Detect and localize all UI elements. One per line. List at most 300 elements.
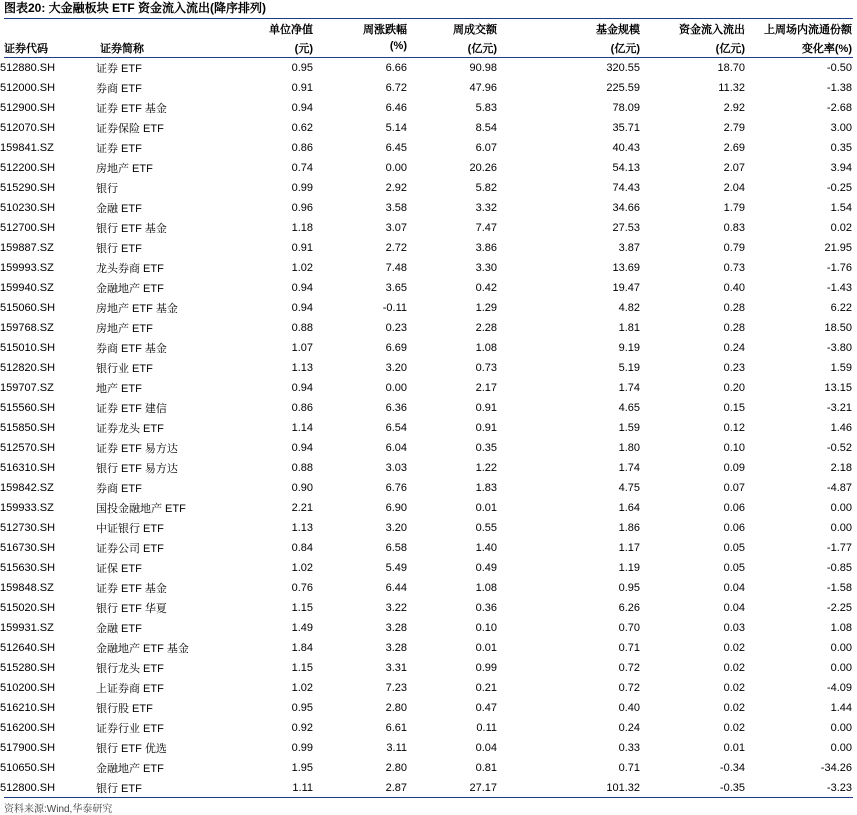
cell-nav: 1.11 — [292, 782, 313, 794]
cell-nav: 0.95 — [291, 702, 313, 714]
cell-turnover: 0.91 — [475, 402, 497, 414]
cell-float-change: 21.95 — [824, 242, 852, 254]
cell-nav: 1.13 — [291, 362, 313, 374]
cell-nav: 0.96 — [291, 202, 313, 214]
cell-code: 512640.SH — [0, 642, 56, 654]
cell-weekly-change: 6.36 — [385, 402, 407, 414]
cell-fund-scale: 0.33 — [618, 742, 640, 754]
header-row-1 — [0, 21, 857, 35]
cell-name: 金融地产 ETF — [96, 283, 164, 295]
cell-name: 房地产 ETF — [96, 163, 153, 175]
table-row — [0, 118, 857, 138]
cell-name: 证券 ETF 易方达 — [96, 443, 178, 455]
row-padding — [852, 78, 857, 98]
table-row — [0, 258, 857, 278]
cell-weekly-change: 7.48 — [385, 262, 407, 274]
cell-turnover: 3.86 — [475, 242, 497, 254]
cell-float-change: 13.15 — [824, 382, 852, 394]
table-row — [0, 478, 857, 498]
cell-name: 银行股 ETF — [96, 703, 153, 715]
row-padding — [852, 138, 857, 158]
cell-name: 证券保险 ETF — [96, 123, 164, 135]
cell-nav: 0.91 — [291, 82, 313, 94]
cell-fund-scale: 5.19 — [618, 362, 640, 374]
cell-fund-scale: 13.69 — [612, 262, 640, 274]
cell-fund-flow: 0.79 — [723, 242, 745, 254]
cell-weekly-change: 3.28 — [385, 642, 407, 654]
cell-name: 银行 ETF 基金 — [96, 223, 167, 235]
cell-float-change: 1.08 — [830, 622, 852, 634]
header-weekly-change-line1: 周涨跌幅 — [363, 24, 407, 36]
row-padding — [852, 178, 857, 198]
row-padding — [852, 478, 857, 498]
table-row — [0, 678, 857, 698]
cell-nav: 0.76 — [291, 582, 313, 594]
cell-fund-scale: 1.19 — [618, 562, 640, 574]
cell-code: 512700.SH — [0, 222, 56, 234]
row-padding — [852, 318, 857, 338]
cell-float-change: 0.00 — [830, 502, 852, 514]
cell-fund-scale: 4.75 — [618, 482, 640, 494]
cell-fund-scale: 1.59 — [618, 422, 640, 434]
row-padding — [852, 538, 857, 558]
cell-weekly-change: 6.44 — [385, 582, 407, 594]
cell-code: 515290.SH — [0, 182, 56, 194]
cell-float-change: -3.21 — [826, 402, 852, 414]
cell-float-change: -1.43 — [826, 282, 852, 294]
table-row — [0, 178, 857, 198]
cell-code: 510230.SH — [0, 202, 56, 214]
cell-code: 515850.SH — [0, 422, 56, 434]
cell-weekly-change: 6.90 — [385, 502, 407, 514]
cell-nav: 1.14 — [291, 422, 313, 434]
cell-float-change: -1.38 — [826, 82, 852, 94]
cell-code: 512200.SH — [0, 162, 56, 174]
cell-float-change: -1.76 — [826, 262, 852, 274]
cell-fund-scale: 34.66 — [612, 202, 640, 214]
cell-weekly-change: 6.45 — [385, 142, 407, 154]
cell-turnover: 1.08 — [475, 582, 497, 594]
cell-float-change: -4.87 — [826, 482, 852, 494]
cell-name: 证券行业 ETF — [96, 723, 164, 735]
cell-name: 券商 ETF — [96, 483, 142, 495]
cell-float-change: -0.50 — [826, 62, 852, 74]
row-padding — [852, 258, 857, 278]
table-row — [0, 338, 857, 358]
cell-float-change: 1.54 — [830, 202, 852, 214]
cell-nav: 0.84 — [291, 542, 313, 554]
cell-turnover: 47.96 — [469, 82, 497, 94]
cell-nav: 0.94 — [291, 302, 313, 314]
cell-fund-scale: 1.74 — [618, 382, 640, 394]
cell-code: 512570.SH — [0, 442, 56, 454]
cell-fund-flow: 0.23 — [723, 362, 745, 374]
cell-weekly-change: 2.72 — [385, 242, 407, 254]
cell-code: 515010.SH — [0, 342, 56, 354]
cell-code: 515060.SH — [0, 302, 56, 314]
table-row — [0, 558, 857, 578]
table-row — [0, 498, 857, 518]
cell-weekly-change: 2.80 — [385, 762, 407, 774]
cell-fund-scale: 54.13 — [612, 162, 640, 174]
cell-fund-scale: 320.55 — [606, 62, 640, 74]
cell-code: 516310.SH — [0, 462, 56, 474]
cell-weekly-change: 3.58 — [385, 202, 407, 214]
cell-code: 159841.SZ — [0, 142, 54, 154]
table-row — [0, 538, 857, 558]
row-padding — [852, 598, 857, 618]
cell-turnover: 20.26 — [469, 162, 497, 174]
table-row — [0, 638, 857, 658]
cell-float-change: 0.02 — [830, 222, 852, 234]
table-row — [0, 578, 857, 598]
header-scale-line1: 基金规模 — [596, 24, 640, 36]
header-weekly-change-line2: (%) — [389, 40, 407, 52]
cell-nav: 1.15 — [291, 662, 313, 674]
cell-name: 证券 ETF — [96, 63, 142, 75]
cell-nav: 1.13 — [291, 522, 313, 534]
cell-turnover: 3.30 — [475, 262, 497, 274]
row-padding — [852, 698, 857, 718]
cell-name: 国投金融地产 ETF — [96, 503, 186, 515]
cell-float-change: 2.18 — [830, 462, 852, 474]
table-row — [0, 98, 857, 118]
cell-turnover: 1.83 — [475, 482, 497, 494]
cell-turnover: 0.21 — [475, 682, 497, 694]
cell-code: 159842.SZ — [0, 482, 54, 494]
cell-weekly-change: 3.65 — [385, 282, 407, 294]
cell-float-change: 3.94 — [830, 162, 852, 174]
cell-weekly-change: 3.07 — [385, 222, 407, 234]
cell-code: 515630.SH — [0, 562, 56, 574]
cell-name: 房地产 ETF 基金 — [96, 303, 178, 315]
cell-fund-flow: 0.02 — [723, 702, 745, 714]
cell-turnover: 0.42 — [475, 282, 497, 294]
row-padding — [852, 158, 857, 178]
cell-fund-scale: 101.32 — [606, 782, 640, 794]
cell-float-change: -1.58 — [826, 582, 852, 594]
cell-code: 159707.SZ — [0, 382, 54, 394]
cell-nav: 0.86 — [291, 142, 313, 154]
cell-name: 券商 ETF 基金 — [96, 343, 167, 355]
row-padding — [852, 618, 857, 638]
table-row — [0, 278, 857, 298]
cell-code: 512900.SH — [0, 102, 56, 114]
cell-weekly-change: 6.66 — [385, 62, 407, 74]
row-padding — [852, 518, 857, 538]
cell-name: 银行 — [96, 183, 118, 195]
cell-float-change: 0.00 — [830, 642, 852, 654]
cell-fund-flow: 0.04 — [723, 582, 745, 594]
cell-turnover: 90.98 — [469, 62, 497, 74]
cell-fund-flow: 0.28 — [723, 322, 745, 334]
cell-fund-flow: 0.03 — [723, 622, 745, 634]
table-row — [0, 658, 857, 678]
cell-float-change: 0.35 — [830, 142, 852, 154]
cell-code: 512880.SH — [0, 62, 56, 74]
cell-name: 证券 ETF 建信 — [96, 403, 167, 415]
cell-weekly-change: 6.69 — [385, 342, 407, 354]
cell-code: 159931.SZ — [0, 622, 54, 634]
cell-float-change: 1.46 — [830, 422, 852, 434]
cell-fund-flow: 0.24 — [723, 342, 745, 354]
cell-weekly-change: 3.31 — [385, 662, 407, 674]
cell-fund-scale: 1.17 — [618, 542, 640, 554]
row-padding — [852, 678, 857, 698]
cell-fund-flow: 2.92 — [723, 102, 745, 114]
row-padding — [852, 458, 857, 478]
source-note: 资料来源:Wind,华泰研究 — [4, 804, 113, 815]
cell-fund-flow: 0.05 — [723, 562, 745, 574]
cell-fund-flow: -0.34 — [719, 762, 745, 774]
cell-turnover: 5.82 — [475, 182, 497, 194]
cell-turnover: 1.29 — [475, 302, 497, 314]
table-row — [0, 138, 857, 158]
cell-weekly-change: 6.46 — [385, 102, 407, 114]
cell-fund-flow: 0.06 — [723, 522, 745, 534]
cell-code: 516730.SH — [0, 542, 56, 554]
cell-fund-flow: 0.09 — [723, 462, 745, 474]
cell-code: 517900.SH — [0, 742, 56, 754]
cell-turnover: 7.47 — [475, 222, 497, 234]
row-padding — [852, 778, 857, 798]
cell-nav: 1.84 — [291, 642, 313, 654]
cell-fund-flow: 0.02 — [723, 722, 745, 734]
cell-fund-flow: 0.02 — [723, 682, 745, 694]
cell-fund-flow: 1.79 — [723, 202, 745, 214]
cell-name: 金融地产 ETF — [96, 763, 164, 775]
table-row — [0, 298, 857, 318]
cell-code: 512800.SH — [0, 782, 56, 794]
cell-name: 银行 ETF — [96, 783, 142, 795]
cell-fund-flow: 0.28 — [723, 302, 745, 314]
cell-weekly-change: 3.03 — [385, 462, 407, 474]
cell-weekly-change: 5.14 — [385, 122, 407, 134]
cell-fund-flow: 0.73 — [723, 262, 745, 274]
cell-fund-scale: 1.74 — [618, 462, 640, 474]
cell-float-change: 3.00 — [830, 122, 852, 134]
cell-float-change: -2.68 — [826, 102, 852, 114]
cell-float-change: 0.00 — [830, 662, 852, 674]
cell-weekly-change: 2.80 — [385, 702, 407, 714]
row-padding — [852, 638, 857, 658]
cell-turnover: 5.83 — [475, 102, 497, 114]
row-padding — [852, 58, 857, 78]
cell-nav: 0.99 — [291, 742, 313, 754]
cell-name: 中证银行 ETF — [96, 523, 164, 535]
cell-fund-flow: 0.10 — [723, 442, 745, 454]
cell-nav: 0.91 — [291, 242, 313, 254]
cell-fund-scale: 0.71 — [618, 642, 640, 654]
cell-code: 512820.SH — [0, 362, 56, 374]
cell-weekly-change: 3.11 — [386, 742, 407, 754]
cell-nav: 0.92 — [291, 722, 313, 734]
table-row — [0, 738, 857, 758]
cell-name: 金融 ETF — [96, 203, 142, 215]
header-turnover-line2: (亿元) — [467, 43, 497, 55]
cell-fund-flow: 0.07 — [723, 482, 745, 494]
cell-code: 159887.SZ — [0, 242, 54, 254]
cell-turnover: 0.01 — [475, 642, 497, 654]
row-padding — [852, 98, 857, 118]
cell-float-change: 0.00 — [830, 722, 852, 734]
etf-flow-table — [0, 58, 857, 798]
cell-code: 159848.SZ — [0, 582, 54, 594]
cell-weekly-change: 2.87 — [385, 782, 407, 794]
table-row — [0, 78, 857, 98]
cell-weekly-change: -0.11 — [382, 302, 407, 314]
cell-name: 金融地产 ETF 基金 — [96, 643, 189, 655]
cell-fund-scale: 1.81 — [618, 322, 640, 334]
table-row — [0, 458, 857, 478]
table-row — [0, 398, 857, 418]
row-padding — [852, 558, 857, 578]
header-row-2 — [0, 40, 857, 54]
table-row — [0, 198, 857, 218]
cell-code: 512730.SH — [0, 522, 56, 534]
row-padding — [852, 118, 857, 138]
cell-weekly-change: 3.20 — [385, 362, 407, 374]
row-padding — [852, 658, 857, 678]
cell-name: 证券 ETF — [96, 143, 142, 155]
cell-code: 512070.SH — [0, 122, 56, 134]
cell-fund-scale: 9.19 — [618, 342, 640, 354]
cell-name: 银行龙头 ETF — [96, 663, 164, 675]
cell-nav: 0.86 — [291, 402, 313, 414]
cell-name: 银行 ETF 优选 — [96, 743, 167, 755]
row-padding — [852, 338, 857, 358]
cell-name: 证券 ETF 基金 — [96, 583, 167, 595]
row-padding — [852, 298, 857, 318]
table-row — [0, 438, 857, 458]
cell-weekly-change: 0.00 — [385, 382, 407, 394]
cell-name: 银行业 ETF — [96, 363, 153, 375]
cell-float-change: -2.25 — [826, 602, 852, 614]
cell-nav: 1.02 — [291, 682, 313, 694]
cell-name: 房地产 ETF — [96, 323, 153, 335]
cell-name: 银行 ETF — [96, 243, 142, 255]
table-row — [0, 58, 857, 78]
cell-nav: 1.07 — [291, 342, 313, 354]
cell-fund-scale: 1.86 — [618, 522, 640, 534]
cell-name: 地产 ETF — [96, 383, 142, 395]
cell-weekly-change: 6.04 — [385, 442, 407, 454]
cell-turnover: 2.17 — [475, 382, 497, 394]
cell-name: 上证券商 ETF — [96, 683, 164, 695]
cell-name: 证券 ETF 基金 — [96, 103, 167, 115]
cell-turnover: 0.81 — [475, 762, 497, 774]
cell-name: 证券龙头 ETF — [96, 423, 164, 435]
cell-fund-flow: 2.04 — [723, 182, 745, 194]
table-row — [0, 158, 857, 178]
cell-weekly-change: 2.92 — [385, 182, 407, 194]
cell-code: 159768.SZ — [0, 322, 54, 334]
cell-weekly-change: 6.54 — [385, 422, 407, 434]
cell-code: 159933.SZ — [0, 502, 54, 514]
cell-weekly-change: 3.28 — [385, 622, 407, 634]
cell-turnover: 27.17 — [469, 782, 497, 794]
table-row — [0, 618, 857, 638]
cell-turnover: 0.10 — [475, 622, 497, 634]
header-code: 证券代码 — [4, 43, 48, 55]
cell-fund-scale: 19.47 — [612, 282, 640, 294]
table-row — [0, 778, 857, 798]
cell-turnover: 0.11 — [476, 722, 497, 734]
cell-float-change: -0.25 — [826, 182, 852, 194]
cell-float-change: -0.85 — [826, 562, 852, 574]
header-flow-line2: (亿元) — [715, 43, 745, 55]
cell-nav: 0.94 — [291, 442, 313, 454]
header-flow-line1: 资金流入流出 — [679, 24, 745, 36]
cell-weekly-change: 6.58 — [385, 542, 407, 554]
cell-fund-scale: 0.70 — [618, 622, 640, 634]
cell-turnover: 1.40 — [475, 542, 497, 554]
cell-fund-flow: 0.83 — [723, 222, 745, 234]
cell-nav: 1.15 — [291, 602, 313, 614]
cell-nav: 0.94 — [291, 102, 313, 114]
cell-fund-flow: 0.20 — [723, 382, 745, 394]
cell-nav: 0.88 — [291, 462, 313, 474]
cell-nav: 0.88 — [291, 322, 313, 334]
cell-nav: 0.90 — [291, 482, 313, 494]
cell-fund-scale: 1.64 — [618, 502, 640, 514]
cell-name: 银行 ETF 华夏 — [96, 603, 167, 615]
cell-turnover: 2.28 — [475, 322, 497, 334]
row-padding — [852, 438, 857, 458]
cell-weekly-change: 3.22 — [385, 602, 407, 614]
cell-turnover: 0.36 — [475, 602, 497, 614]
cell-fund-flow: 2.07 — [723, 162, 745, 174]
cell-fund-scale: 1.80 — [618, 442, 640, 454]
cell-float-change: -3.80 — [826, 342, 852, 354]
cell-fund-flow: 11.32 — [718, 82, 745, 94]
row-padding — [852, 718, 857, 738]
table-row — [0, 218, 857, 238]
row-padding — [852, 238, 857, 258]
cell-float-change: -0.52 — [826, 442, 852, 454]
cell-fund-flow: 0.02 — [723, 642, 745, 654]
cell-weekly-change: 6.72 — [385, 82, 407, 94]
cell-code: 516200.SH — [0, 722, 56, 734]
cell-weekly-change: 5.49 — [385, 562, 407, 574]
cell-fund-flow: 0.04 — [723, 602, 745, 614]
cell-fund-flow: 2.69 — [723, 142, 745, 154]
cell-turnover: 0.47 — [475, 702, 497, 714]
row-padding — [852, 738, 857, 758]
row-padding — [852, 398, 857, 418]
row-padding — [852, 498, 857, 518]
table-body — [0, 58, 857, 798]
cell-name: 银行 ETF 易方达 — [96, 463, 178, 475]
header-name: 证券简称 — [100, 43, 144, 55]
header-nav-line1: 单位净值 — [269, 24, 313, 36]
cell-fund-flow: 0.02 — [723, 662, 745, 674]
cell-turnover: 0.91 — [475, 422, 497, 434]
cell-code: 515020.SH — [0, 602, 56, 614]
cell-nav: 1.95 — [291, 762, 313, 774]
header-turnover-line1: 周成交额 — [453, 24, 497, 36]
cell-turnover: 6.07 — [475, 142, 497, 154]
cell-weekly-change: 0.00 — [385, 162, 407, 174]
cell-nav: 1.49 — [291, 622, 313, 634]
cell-code: 515560.SH — [0, 402, 56, 414]
cell-fund-flow: 0.40 — [723, 282, 745, 294]
row-padding — [852, 218, 857, 238]
cell-fund-flow: 0.01 — [723, 742, 745, 754]
figure-title: 图表20: 大金融板块 ETF 资金流入流出(降序排列) — [4, 0, 853, 19]
cell-fund-scale: 0.95 — [618, 582, 640, 594]
cell-code: 516210.SH — [0, 702, 56, 714]
